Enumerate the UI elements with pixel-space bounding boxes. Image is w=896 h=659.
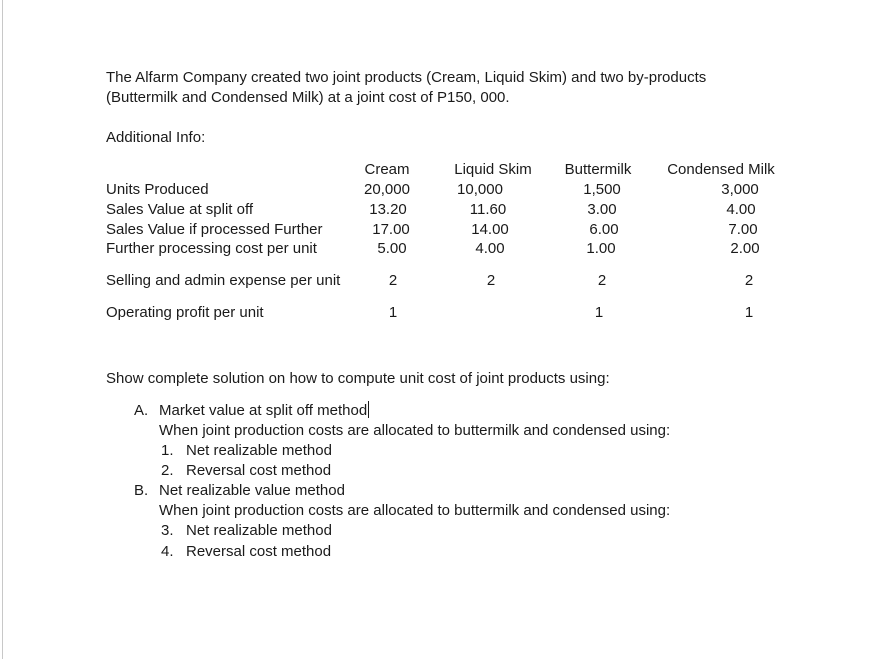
- list-item-title: Net realizable value method: [159, 482, 345, 499]
- list-marker: 3.: [161, 522, 174, 539]
- cell: 1.00: [586, 240, 616, 257]
- cell: 14.00: [471, 221, 509, 238]
- cell: 6.00: [589, 221, 619, 238]
- cell: 1,500: [583, 181, 621, 198]
- cell: 10,000: [457, 181, 503, 198]
- cell: 1: [594, 304, 604, 321]
- intro-line-1: The Alfarm Company created two joint products (Cream, Liquid Skim) and two by-products: [106, 69, 707, 86]
- cell: 5.00: [377, 240, 407, 257]
- cell: 3.00: [587, 201, 617, 218]
- cell: 1: [388, 304, 398, 321]
- header-cream: Cream: [364, 161, 410, 178]
- row-label: Operating profit per unit: [106, 304, 264, 321]
- header-condensed-milk: Condensed Milk: [667, 161, 775, 178]
- cell: 2.00: [730, 240, 760, 257]
- header-buttermilk: Buttermilk: [564, 161, 632, 178]
- list-item-text: Reversal cost method: [186, 543, 332, 560]
- list-marker: 1.: [161, 442, 174, 459]
- cell: 2: [744, 272, 754, 289]
- cell: 3,000: [721, 181, 759, 198]
- cell: 13.20: [369, 201, 407, 218]
- row-label: Sales Value at split off: [106, 201, 254, 218]
- cell: 2: [388, 272, 398, 289]
- cell: 2: [597, 272, 607, 289]
- cell: 4.00: [726, 201, 756, 218]
- list-item-text: Net realizable method: [186, 442, 332, 459]
- additional-info-label: Additional Info:: [106, 129, 206, 146]
- cell: 20,000: [364, 181, 410, 198]
- cell: 2: [486, 272, 496, 289]
- row-label: Units Produced: [106, 181, 209, 198]
- list-marker: 2.: [161, 462, 174, 479]
- cell: 4.00: [475, 240, 505, 257]
- list-marker: A.: [134, 402, 149, 419]
- intro-line-2: (Buttermilk and Condensed Milk) at a joint cost of P150, 000.: [106, 89, 510, 106]
- list-marker: 4.: [161, 543, 174, 560]
- list-item-title: Market value at split off method: [159, 402, 368, 419]
- question-text: Show complete solution on how to compute unit cost of joint products using:: [106, 370, 610, 387]
- cell: 7.00: [728, 221, 758, 238]
- cell: 1: [744, 304, 754, 321]
- row-label: Selling and admin expense per unit: [106, 272, 341, 289]
- list-item-note: When joint production costs are allocated to buttermilk and condensed using:: [159, 502, 671, 519]
- row-label: Further processing cost per unit: [106, 240, 317, 257]
- cell: 17.00: [372, 221, 410, 238]
- list-item-note: When joint production costs are allocated to buttermilk and condensed using:: [159, 422, 671, 439]
- cell: 11.60: [469, 201, 507, 218]
- row-label: Sales Value if processed Further: [106, 221, 323, 238]
- header-liquid-skim: Liquid Skim: [454, 161, 532, 178]
- list-marker: B.: [134, 482, 149, 499]
- list-item-text: Reversal cost method: [186, 462, 332, 479]
- text-cursor: [368, 401, 369, 418]
- list-item-text: Net realizable method: [186, 522, 332, 539]
